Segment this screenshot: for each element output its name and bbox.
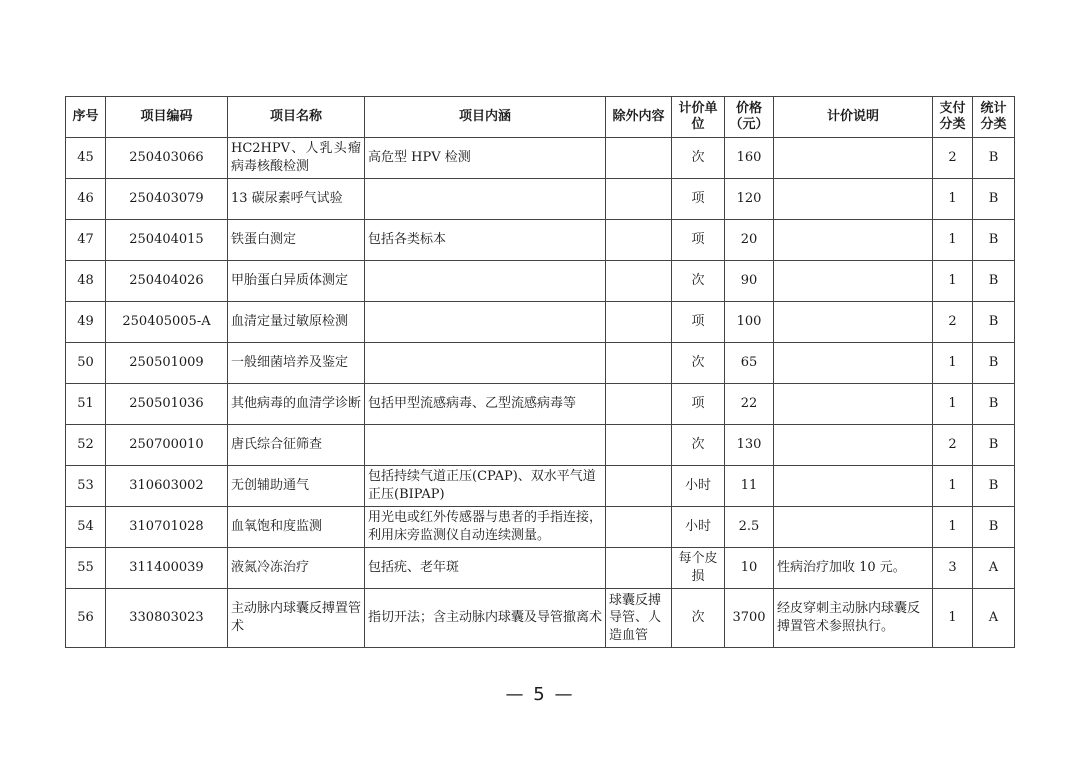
cell-stat: A: [973, 548, 1015, 589]
table-row: [66, 466, 1015, 507]
cell-unit: 项: [672, 384, 725, 425]
cell-code: 250403066: [106, 138, 228, 179]
table-row: [66, 343, 1015, 384]
cell-payment: 2: [933, 425, 973, 466]
cell-note: [774, 507, 933, 548]
cell-content: [365, 302, 606, 343]
cell-stat: A: [973, 589, 1015, 648]
cell-price: 130: [725, 425, 774, 466]
cell-payment: 1: [933, 384, 973, 425]
cell-content: 包括甲型流感病毒、乙型流感病毒等: [365, 384, 606, 425]
cell-seq: 52: [66, 425, 106, 466]
cell-unit: 项: [672, 302, 725, 343]
cell-code: 250404026: [106, 261, 228, 302]
table-row: [66, 548, 1015, 589]
cell-note: 经皮穿刺主动脉内球囊反搏置管术参照执行。: [774, 589, 933, 648]
table-row: [66, 302, 1015, 343]
cell-content: [365, 343, 606, 384]
cell-stat: B: [973, 343, 1015, 384]
cell-payment: 1: [933, 343, 973, 384]
cell-stat: B: [973, 138, 1015, 179]
cell-name: HC2HPV、人乳头瘤病毒核酸检测: [228, 138, 365, 179]
cell-unit: 项: [672, 220, 725, 261]
cell-unit: 次: [672, 261, 725, 302]
table-row: [66, 425, 1015, 466]
cell-excluded: [606, 548, 672, 589]
cell-price: 10: [725, 548, 774, 589]
medical-fee-table: [65, 96, 1015, 648]
cell-content: 高危型 HPV 检测: [365, 138, 606, 179]
cell-excluded: [606, 138, 672, 179]
cell-excluded: [606, 384, 672, 425]
cell-name: 13 碳尿素呼气试验: [228, 179, 365, 220]
cell-name: 无创辅助通气: [228, 466, 365, 507]
cell-code: 250405005-A: [106, 302, 228, 343]
cell-code: 311400039: [106, 548, 228, 589]
cell-seq: 51: [66, 384, 106, 425]
cell-price: 90: [725, 261, 774, 302]
cell-unit: 项: [672, 179, 725, 220]
header-content: 项目内涵: [365, 97, 606, 138]
cell-code: 250404015: [106, 220, 228, 261]
cell-note: [774, 425, 933, 466]
cell-payment: 1: [933, 220, 973, 261]
cell-price: 22: [725, 384, 774, 425]
cell-seq: 48: [66, 261, 106, 302]
cell-unit: 每个皮损: [672, 548, 725, 589]
cell-stat: B: [973, 179, 1015, 220]
cell-payment: 2: [933, 302, 973, 343]
cell-seq: 55: [66, 548, 106, 589]
cell-content: [365, 425, 606, 466]
cell-payment: 2: [933, 138, 973, 179]
cell-stat: B: [973, 220, 1015, 261]
cell-payment: 1: [933, 466, 973, 507]
cell-excluded: [606, 302, 672, 343]
cell-content: [365, 261, 606, 302]
header-note: 计价说明: [774, 97, 933, 138]
cell-stat: B: [973, 466, 1015, 507]
cell-name: 其他病毒的血清学诊断: [228, 384, 365, 425]
cell-unit: 小时: [672, 507, 725, 548]
cell-payment: 1: [933, 507, 973, 548]
cell-payment: 1: [933, 179, 973, 220]
cell-code: 250700010: [106, 425, 228, 466]
cell-name: 唐氏综合征筛查: [228, 425, 365, 466]
cell-price: 100: [725, 302, 774, 343]
cell-content: 包括持续气道正压(CPAP)、双水平气道正压(BIPAP): [365, 466, 606, 507]
cell-seq: 47: [66, 220, 106, 261]
cell-excluded: [606, 220, 672, 261]
cell-unit: 次: [672, 343, 725, 384]
cell-code: 250501036: [106, 384, 228, 425]
cell-unit: 次: [672, 138, 725, 179]
header-unit: 计价单位: [672, 97, 725, 138]
cell-price: 120: [725, 179, 774, 220]
cell-note: [774, 261, 933, 302]
table-row: [66, 220, 1015, 261]
cell-unit: 小时: [672, 466, 725, 507]
cell-code: 250403079: [106, 179, 228, 220]
cell-seq: 49: [66, 302, 106, 343]
cell-code: 310701028: [106, 507, 228, 548]
header-name: 项目名称: [228, 97, 365, 138]
cell-note: [774, 179, 933, 220]
cell-seq: 56: [66, 589, 106, 648]
table-row: [66, 384, 1015, 425]
header-price: 价格（元）: [725, 97, 774, 138]
cell-payment: 1: [933, 589, 973, 648]
cell-excluded: [606, 507, 672, 548]
table-row: [66, 179, 1015, 220]
cell-stat: B: [973, 507, 1015, 548]
header-code: 项目编码: [106, 97, 228, 138]
cell-name: 甲胎蛋白异质体测定: [228, 261, 365, 302]
cell-unit: 次: [672, 589, 725, 648]
cell-stat: B: [973, 261, 1015, 302]
cell-content: 指切开法；含主动脉内球囊及导管撤离术: [365, 589, 606, 648]
cell-price: 2.5: [725, 507, 774, 548]
cell-content: 包括疣、老年斑: [365, 548, 606, 589]
cell-excluded: 球囊反搏导管、人造血管: [606, 589, 672, 648]
cell-note: [774, 384, 933, 425]
cell-price: 3700: [725, 589, 774, 648]
cell-excluded: [606, 261, 672, 302]
table-row: [66, 261, 1015, 302]
cell-seq: 45: [66, 138, 106, 179]
cell-unit: 次: [672, 425, 725, 466]
page-number: — 5 —: [505, 684, 575, 705]
cell-stat: B: [973, 302, 1015, 343]
cell-excluded: [606, 179, 672, 220]
cell-payment: 3: [933, 548, 973, 589]
header-stat: 统计分类: [973, 97, 1015, 138]
cell-content: 包括各类标本: [365, 220, 606, 261]
cell-stat: B: [973, 384, 1015, 425]
header-excluded: 除外内容: [606, 97, 672, 138]
cell-note: [774, 138, 933, 179]
cell-price: 65: [725, 343, 774, 384]
cell-excluded: [606, 343, 672, 384]
table-row: [66, 589, 1015, 648]
cell-name: 液氮冷冻治疗: [228, 548, 365, 589]
header-seq: 序号: [66, 97, 106, 138]
cell-price: 20: [725, 220, 774, 261]
cell-payment: 1: [933, 261, 973, 302]
cell-seq: 50: [66, 343, 106, 384]
cell-name: 血氧饱和度监测: [228, 507, 365, 548]
cell-note: [774, 466, 933, 507]
cell-excluded: [606, 466, 672, 507]
cell-note: [774, 343, 933, 384]
cell-content: [365, 179, 606, 220]
cell-excluded: [606, 425, 672, 466]
cell-name: 一般细菌培养及鉴定: [228, 343, 365, 384]
cell-note: 性病治疗加收 10 元。: [774, 548, 933, 589]
cell-price: 160: [725, 138, 774, 179]
cell-code: 310603002: [106, 466, 228, 507]
header-payment: 支付分类: [933, 97, 973, 138]
cell-name: 主动脉内球囊反搏置管术: [228, 589, 365, 648]
table-row: [66, 138, 1015, 179]
cell-seq: 46: [66, 179, 106, 220]
table-row: [66, 507, 1015, 548]
cell-name: 血清定量过敏原检测: [228, 302, 365, 343]
cell-code: 330803023: [106, 589, 228, 648]
cell-code: 250501009: [106, 343, 228, 384]
cell-note: [774, 302, 933, 343]
table-body: [66, 138, 1015, 648]
table-header-row: [66, 97, 1015, 138]
cell-seq: 53: [66, 466, 106, 507]
cell-price: 11: [725, 466, 774, 507]
cell-content: 用光电或红外传感器与患者的手指连接，利用床旁监测仪自动连续测量。: [365, 507, 606, 548]
cell-note: [774, 220, 933, 261]
cell-seq: 54: [66, 507, 106, 548]
cell-name: 铁蛋白测定: [228, 220, 365, 261]
cell-stat: B: [973, 425, 1015, 466]
